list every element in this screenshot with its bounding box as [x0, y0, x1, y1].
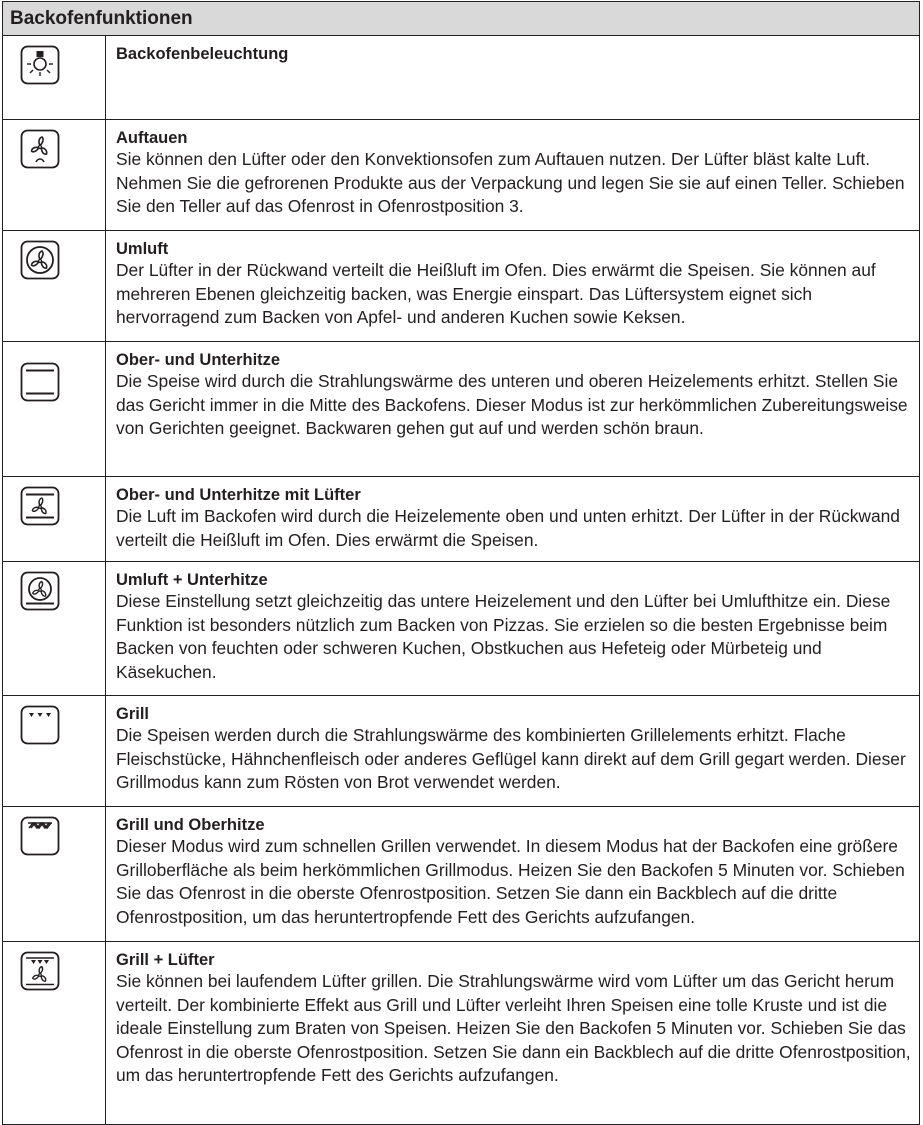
grill-fan-icon [20, 951, 60, 991]
icon-cell [3, 231, 106, 341]
function-title: Grill + Lüfter [116, 951, 215, 969]
function-title: Umluft [116, 240, 169, 258]
function-row-grill-luefter [3, 942, 919, 1124]
icon-cell [3, 807, 106, 941]
text-cell [106, 807, 919, 941]
icon-cell [3, 477, 106, 561]
function-title: Umluft + Unterhitze [116, 571, 268, 589]
text-cell [106, 231, 919, 341]
function-row-grill-oberhitze [3, 807, 919, 942]
icon-cell [3, 942, 106, 1124]
icon-cell [3, 696, 106, 806]
function-description: Dieser Modus wird zum schnellen Grillen verwendet. In diesem Modus hat der Backofen eine größere Grilloberfläche als beim herkömmlichen Grillmodus. Heizen Sie den Backofen 5 Minuten vor. Schieben Sie das Ofenrost in die oberste Ofenrostposition. Setzen Sie dann ein Backblech auf die dritte Ofenrostposition, um das heruntertropfende Fett des Gerichts aufzufangen. [116, 836, 905, 927]
function-row-backofenbeleuchtung [3, 36, 919, 120]
icon-cell [3, 342, 106, 476]
icon-cell [3, 36, 106, 119]
function-row-ober-unterhitze-luefter [3, 477, 919, 562]
function-title: Ober- und Unterhitze mit Lüfter [116, 486, 361, 504]
text-cell [106, 342, 919, 476]
top-bottom-heat-icon [20, 362, 60, 402]
function-title: Auftauen [116, 129, 188, 147]
top-bottom-fan-icon [20, 486, 60, 526]
text-cell [106, 562, 919, 695]
function-description: Die Speisen werden durch die Strahlungswärme des kombinierten Grillelements erhitzt. Flache Fleischstücke, Hähnchenfleisch oder anderes Geflügel kann direkt auf dem Grill gegart werden. Dieser Grillmodus kann zum Rösten von Brot verwendet werden. [116, 725, 906, 792]
function-description: Sie können bei laufendem Lüfter grillen. Die Strahlungswärme wird vom Lüfter um das Gericht herum verteilt. Der kombinierte Effekt aus Grill und Lüfter verleiht Ihren Speisen eine tolle Kruste und ist die ideale Einstellung zum Braten von Speisen. Heizen Sie den Backofen 5 Minuten vor. Schieben Sie das Ofenrost in die oberste Ofenrostposition. Setzen Sie dann ein Backblech auf die dritte Ofenrostposition, um das heruntertropfende Fett des Gerichts aufzufangen. [116, 971, 911, 1085]
icon-cell [3, 562, 106, 695]
function-description: Diese Einstellung setzt gleichzeitig das untere Heizelement und den Lüfter bei Umlufthitze ein. Diese Funktion ist besonders nützlich zum Backen von Pizzas. Sie erzielen so die besten Ergebnisse beim Backen von feuchten oder schweren Kuchen, Obstkuchen aus Hefeteig oder Mürbeteig und Käsekuchen. [116, 591, 891, 682]
light-bulb-icon [20, 45, 60, 85]
function-description: Der Lüfter in der Rückwand verteilt die Heißluft im Ofen. Dies erwärmt die Speisen. Sie können auf mehreren Ebenen gleichzeitig backen, was Energie einspart. Das Lüftersystem eignet sich hervorragend zum Backen von Apfel- und anderen Kuchen sowie Keksen. [116, 260, 876, 327]
function-title: Ober- und Unterhitze [116, 351, 281, 369]
function-row-grill [3, 696, 919, 807]
text-cell [106, 696, 919, 806]
fan-bottom-heat-icon [20, 571, 60, 611]
oven-functions-table [2, 1, 920, 1125]
table-header: Backofenfunktionen [3, 2, 919, 36]
function-description: Die Speise wird durch die Strahlungswärme des unteren und oberen Heizelements erhitzt. Stellen Sie das Gericht immer in die Mitte des Backofens. Dieser Modus ist zur herkömmlichen Zubereitungsweise von Gerichten geeignet. Backwaren gehen gut auf und werden schön braun. [116, 371, 908, 438]
function-title: Grill und Oberhitze [116, 816, 265, 834]
grill-icon [20, 705, 60, 745]
function-title: Backofenbeleuchtung [116, 45, 289, 63]
grill-top-heat-icon [20, 816, 60, 856]
function-row-umluft [3, 231, 919, 342]
text-cell [106, 942, 919, 1124]
function-description: Die Luft im Backofen wird durch die Heizelemente oben und unten erhitzt. Der Lüfter in der Rückwand verteilt die Heißluft im Ofen. Dies erwärmt die Speisen. [116, 506, 900, 550]
text-cell [106, 120, 919, 230]
function-row-ober-unterhitze [3, 342, 919, 477]
defrost-fan-icon [20, 129, 60, 169]
function-description: Sie können den Lüfter oder den Konvektionsofen zum Auftauen nutzen. Der Lüfter bläst kalte Luft. Nehmen Sie die gefrorenen Produkte aus der Verpackung und legen Sie sie auf einen Teller. Schieben Sie den Teller auf das Ofenrost in Ofenrostposition 3. [116, 149, 905, 216]
text-cell [106, 477, 919, 561]
fan-circle-icon [20, 240, 60, 280]
function-row-auftauen [3, 120, 919, 231]
text-cell [106, 36, 919, 119]
function-title: Grill [116, 705, 150, 723]
function-row-umluft-unterhitze [3, 562, 919, 696]
icon-cell [3, 120, 106, 230]
